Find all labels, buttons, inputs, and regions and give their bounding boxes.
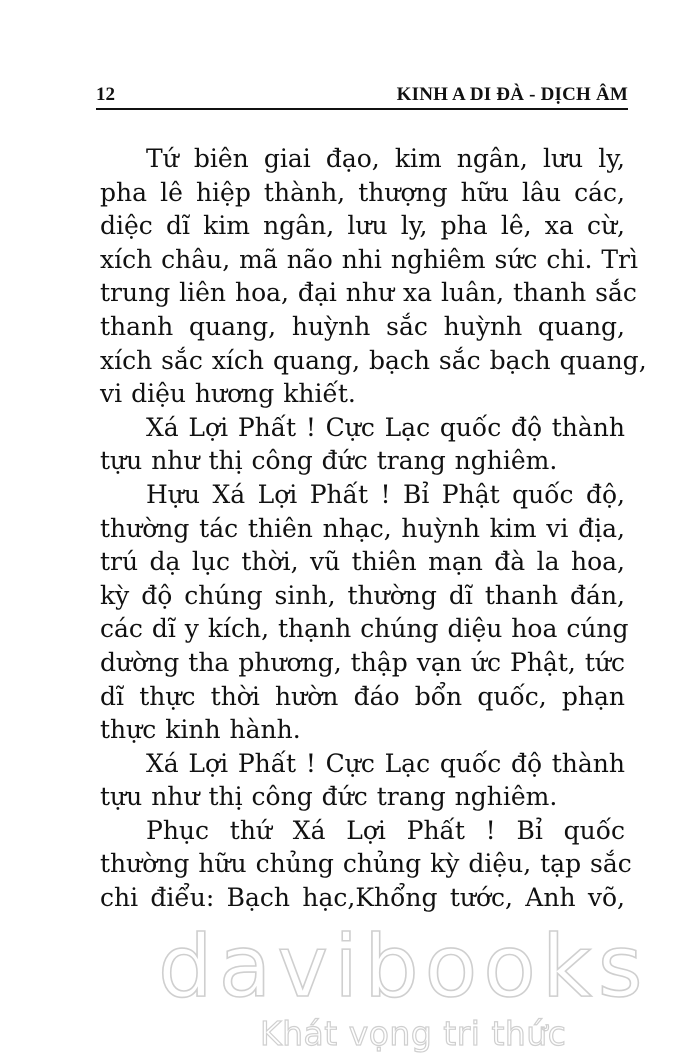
text-line: Phục thứ Xá Lợi Phất ! Bỉ quốc — [146, 815, 625, 845]
running-title: KINH A DI ĐÀ - DỊCH ÂM — [396, 84, 628, 105]
watermark-tagline: Khát vọng tri thức — [260, 1014, 567, 1053]
text-line: thực kinh hành. — [100, 715, 301, 745]
text-line: dĩ thực thời hườn đáo bổn quốc, phạn — [100, 681, 625, 711]
text-line: các dĩ y kích, thạnh chúng diệu hoa cúng — [100, 614, 629, 644]
text-line: trung liên hoa, đại như xa luân, thanh sắc — [100, 278, 637, 308]
text-line: Xá Lợi Phất ! Cực Lạc quốc độ thành — [146, 748, 625, 778]
text-line: tựu như thị công đức trang nghiêm. — [100, 446, 558, 476]
watermark-brand: davibooks — [158, 917, 649, 1017]
text-line: trú dạ lục thời, vũ thiên mạn đà la hoa, — [100, 547, 625, 577]
text-line: xích châu, mã não nhi nghiêm sức chi. Trì — [100, 244, 638, 274]
paragraph-2 — [100, 411, 625, 478]
paragraph-1 — [100, 142, 647, 411]
text-line: thường tác thiên nhạc, huỳnh kim vi địa, — [100, 513, 625, 543]
text-line: kỳ độ chúng sinh, thường dĩ thanh đán, — [100, 580, 625, 610]
header-rule — [96, 108, 628, 110]
text-line: pha lê hiệp thành, thượng hữu lâu các, — [100, 177, 625, 207]
text-line: tựu như thị công đức trang nghiêm. — [100, 782, 558, 812]
text-line: thanh quang, huỳnh sắc huỳnh quang, — [100, 311, 625, 341]
paragraph-4 — [100, 747, 625, 814]
paragraph-5 — [100, 814, 632, 915]
page-number: 12 — [96, 84, 115, 105]
paragraph-3 — [100, 478, 629, 747]
text-line: xích sắc xích quang, bạch sắc bạch quang, — [100, 345, 647, 375]
text-line: thường hữu chủng chủng kỳ diệu, tạp sắc — [100, 849, 632, 879]
text-line: Tứ biên giai đạo, kim ngân, lưu ly, — [146, 144, 625, 173]
text-line: dường tha phương, thập vạn ức Phật, tức — [100, 647, 625, 677]
text-line: vi diệu hương khiết. — [100, 379, 356, 409]
text-line: diệc dĩ kim ngân, lưu ly, pha lê, xa cừ, — [100, 211, 625, 241]
text-line: chi điểu: Bạch hạc,Khổng tước, Anh võ, — [100, 883, 625, 913]
text-line: Hựu Xá Lợi Phất ! Bỉ Phật quốc độ, — [146, 479, 625, 509]
body-text — [100, 142, 647, 915]
text-line: Xá Lợi Phất ! Cực Lạc quốc độ thành — [146, 412, 625, 442]
watermark — [0, 917, 700, 1056]
running-header — [96, 80, 628, 106]
